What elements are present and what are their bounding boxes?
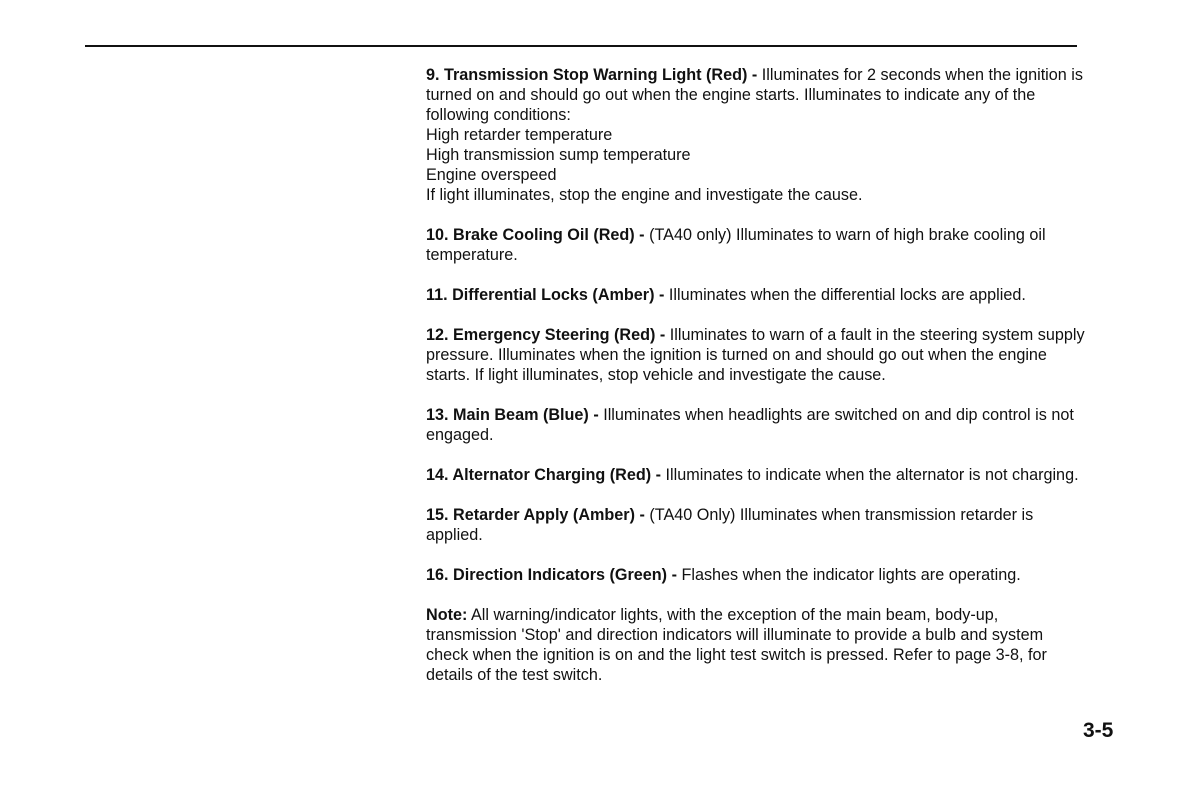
note-text: All warning/indicator lights, with the exception of the main beam, body-up, transmission 'Stop' and direction indicators will illuminate to provide a bulb and system check when the ignition is on and the light test switch is pressed. Refer to page 3-8, for details of the test switch. bbox=[426, 606, 1047, 684]
condition-item: Engine overspeed bbox=[426, 166, 557, 184]
section-transmission-stop bbox=[426, 65, 1086, 205]
condition-item: High retarder temperature bbox=[426, 126, 613, 144]
section-heading: 14. Alternator Charging (Red) - bbox=[426, 466, 662, 484]
note-label: Note: bbox=[426, 606, 468, 624]
section-heading: 16. Direction Indicators (Green) - bbox=[426, 566, 677, 584]
section-text: Illuminates when headlights are switched on and dip control is not engaged. bbox=[426, 406, 1074, 444]
section-heading: 13. Main Beam (Blue) - bbox=[426, 406, 599, 424]
section-paragraph bbox=[426, 285, 1086, 305]
section-heading: 15. Retarder Apply (Amber) - bbox=[426, 506, 645, 524]
section-text: Illuminates for 2 seconds when the ignition is turned on and should go out when the engine starts. Illuminates to indicate any of the following conditions: bbox=[426, 66, 1083, 124]
section-heading: 9. Transmission Stop Warning Light (Red) - bbox=[426, 66, 758, 84]
section-paragraph bbox=[426, 65, 1086, 125]
section-text: Illuminates to indicate when the alternator is not charging. bbox=[661, 466, 1079, 484]
section-direction-indicators bbox=[426, 565, 1086, 585]
section-alternator-charging bbox=[426, 465, 1086, 485]
page-content bbox=[426, 65, 1086, 705]
section-main-beam bbox=[426, 405, 1086, 445]
section-differential-locks bbox=[426, 285, 1086, 305]
section-text: (TA40 Only) Illuminates when transmission retarder is applied. bbox=[426, 506, 1034, 544]
condition-item: High transmission sump temperature bbox=[426, 146, 691, 164]
section-text: Flashes when the indicator lights are operating. bbox=[676, 566, 1021, 584]
page-number: 3-5 bbox=[1083, 719, 1114, 742]
section-heading: 12. Emergency Steering (Red) - bbox=[426, 326, 666, 344]
section-paragraph bbox=[426, 225, 1086, 265]
section-heading: 11. Differential Locks (Amber) - bbox=[426, 286, 665, 304]
section-emergency-steering bbox=[426, 325, 1086, 385]
section-paragraph bbox=[426, 505, 1086, 545]
section-footer: If light illuminates, stop the engine and investigate the cause. bbox=[426, 186, 863, 204]
note-section bbox=[426, 605, 1086, 685]
section-heading: 10. Brake Cooling Oil (Red) - bbox=[426, 226, 645, 244]
top-rule bbox=[85, 45, 1077, 47]
section-text: Illuminates to warn of a fault in the steering system supply pressure. Illuminates when the ignition is turned on and should go out when the engine starts. If light illuminates, stop vehicle and investigate the cause. bbox=[426, 326, 1085, 384]
note-paragraph bbox=[426, 605, 1086, 685]
section-text: Illuminates when the differential locks are applied. bbox=[664, 286, 1026, 304]
section-retarder-apply bbox=[426, 505, 1086, 545]
section-paragraph bbox=[426, 565, 1086, 585]
section-paragraph bbox=[426, 325, 1086, 385]
section-paragraph bbox=[426, 465, 1086, 485]
section-brake-cooling-oil bbox=[426, 225, 1086, 265]
section-text: (TA40 only) Illuminates to warn of high brake cooling oil temperature. bbox=[426, 226, 1046, 264]
section-paragraph bbox=[426, 405, 1086, 445]
